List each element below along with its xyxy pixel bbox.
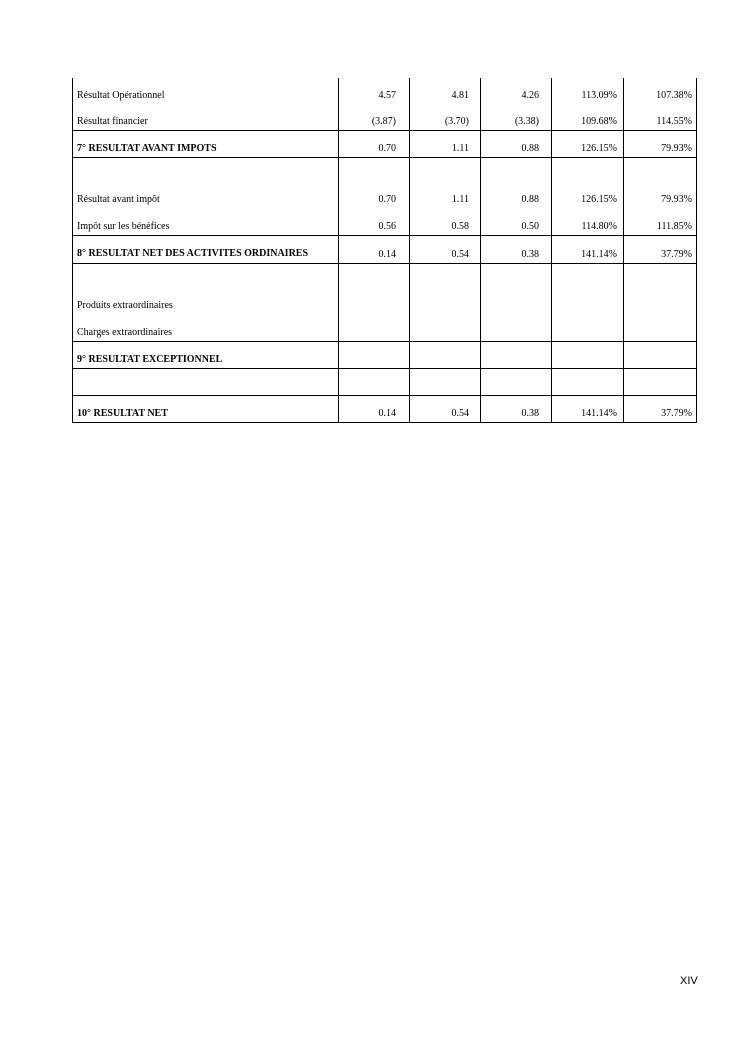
row-label: 9° RESULTAT EXCEPTIONNEL [73, 342, 339, 369]
value-cell: (3.70) [410, 104, 481, 131]
value-cell: 4.26 [481, 78, 552, 104]
financial-results-table [72, 78, 697, 423]
value-cell [624, 369, 697, 396]
value-cell: 0.38 [481, 396, 552, 423]
value-cell: 113.09% [552, 78, 624, 104]
value-cell [481, 264, 552, 316]
value-cell: 126.15% [552, 131, 624, 158]
row-label: Résultat Opérationnel [73, 78, 339, 104]
table-row [73, 104, 697, 131]
value-cell: 4.81 [410, 78, 481, 104]
value-cell: 0.50 [481, 209, 552, 236]
table-row [73, 369, 697, 396]
value-cell [552, 342, 624, 369]
value-cell [339, 315, 410, 342]
value-cell: 4.57 [339, 78, 410, 104]
value-cell [339, 369, 410, 396]
value-cell [410, 264, 481, 316]
value-cell: 141.14% [552, 396, 624, 423]
row-label: Résultat avant impôt [73, 158, 339, 210]
value-cell [624, 315, 697, 342]
table-row [73, 209, 697, 236]
value-cell: 111.85% [624, 209, 697, 236]
row-label: Produits extraordinaires [73, 264, 339, 316]
value-cell: 0.54 [410, 236, 481, 264]
value-cell: 114.55% [624, 104, 697, 131]
row-label: Impôt sur les bénéfices [73, 209, 339, 236]
value-cell: 37.79% [624, 236, 697, 264]
value-cell: 0.14 [339, 236, 410, 264]
value-cell: 114.80% [552, 209, 624, 236]
value-cell [410, 315, 481, 342]
value-cell: (3.38) [481, 104, 552, 131]
value-cell [339, 342, 410, 369]
table-row [73, 78, 697, 104]
value-cell [410, 369, 481, 396]
table-row [73, 315, 697, 342]
table-row [73, 236, 697, 264]
value-cell: 0.88 [481, 131, 552, 158]
value-cell: 1.11 [410, 158, 481, 210]
value-cell: 107.38% [624, 78, 697, 104]
value-cell: 126.15% [552, 158, 624, 210]
value-cell: 0.58 [410, 209, 481, 236]
value-cell [552, 315, 624, 342]
value-cell: 0.70 [339, 131, 410, 158]
value-cell [481, 315, 552, 342]
table-row [73, 342, 697, 369]
value-cell [552, 264, 624, 316]
value-cell: (3.87) [339, 104, 410, 131]
value-cell [481, 342, 552, 369]
value-cell: 1.11 [410, 131, 481, 158]
value-cell: 0.56 [339, 209, 410, 236]
value-cell [410, 342, 481, 369]
table-row [73, 264, 697, 316]
value-cell [624, 342, 697, 369]
value-cell: 0.38 [481, 236, 552, 264]
row-label: 10° RESULTAT NET [73, 396, 339, 423]
table-row [73, 396, 697, 423]
value-cell: 0.70 [339, 158, 410, 210]
value-cell: 141.14% [552, 236, 624, 264]
row-label: 8° RESULTAT NET DES ACTIVITES ORDINAIRES [73, 236, 339, 264]
value-cell: 109.68% [552, 104, 624, 131]
value-cell: 0.14 [339, 396, 410, 423]
value-cell [552, 369, 624, 396]
value-cell [481, 369, 552, 396]
row-label: Charges extraordinaires [73, 315, 339, 342]
table-row [73, 131, 697, 158]
value-cell: 37.79% [624, 396, 697, 423]
value-cell: 0.88 [481, 158, 552, 210]
value-cell [624, 264, 697, 316]
row-label: Résultat financier [73, 104, 339, 131]
value-cell: 79.93% [624, 158, 697, 210]
value-cell: 0.54 [410, 396, 481, 423]
value-cell [339, 264, 410, 316]
row-label [73, 369, 339, 396]
row-label: 7° RESULTAT AVANT IMPOTS [73, 131, 339, 158]
page-number: XIV [680, 975, 698, 987]
value-cell: 79.93% [624, 131, 697, 158]
table-row [73, 158, 697, 210]
